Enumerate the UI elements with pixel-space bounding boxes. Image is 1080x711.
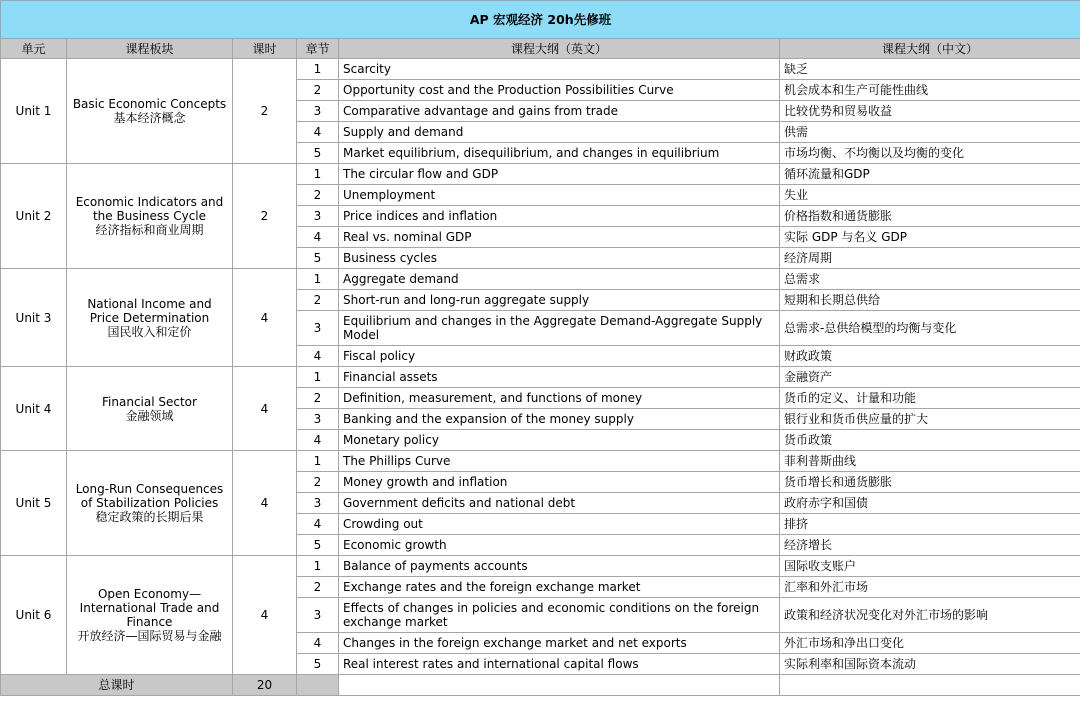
category-zh: 开放经济—国际贸易与金融 xyxy=(77,629,222,643)
outline-zh-cell: 银行业和货币供应量的扩大 xyxy=(780,409,1080,430)
outline-en-cell: Equilibrium and changes in the Aggregate Demand-Aggregate Supply Model xyxy=(339,311,780,346)
outline-zh-cell: 外汇市场和净出口变化 xyxy=(780,633,1080,654)
header-row xyxy=(1,39,1080,59)
header-hours: 课时 xyxy=(233,39,297,59)
outline-en-cell: The circular flow and GDP xyxy=(339,164,780,185)
outline-zh-cell: 财政政策 xyxy=(780,346,1080,367)
chapter-number: 2 xyxy=(297,290,339,311)
chapter-number: 2 xyxy=(297,185,339,206)
chapter-number: 2 xyxy=(297,577,339,598)
chapter-number: 1 xyxy=(297,451,339,472)
outline-en-cell: Business cycles xyxy=(339,248,780,269)
outline-zh-cell: 价格指数和通货膨胀 xyxy=(780,206,1080,227)
outline-en-cell: Balance of payments accounts xyxy=(339,556,780,577)
outline-zh-cell: 比较优势和贸易收益 xyxy=(780,101,1080,122)
table-row xyxy=(1,59,1080,80)
outline-en-cell: Banking and the expansion of the money supply xyxy=(339,409,780,430)
category-cell xyxy=(67,269,233,367)
outline-en-cell: Changes in the foreign exchange market and net exports xyxy=(339,633,780,654)
chapter-number: 5 xyxy=(297,143,339,164)
unit-cell: Unit 3 xyxy=(1,269,67,367)
total-empty-cell xyxy=(339,675,780,696)
total-row xyxy=(1,675,1080,696)
chapter-number: 1 xyxy=(297,164,339,185)
outline-zh-cell: 金融资产 xyxy=(780,367,1080,388)
chapter-number: 5 xyxy=(297,654,339,675)
chapter-number: 4 xyxy=(297,514,339,535)
unit-cell: Unit 2 xyxy=(1,164,67,269)
chapter-number: 4 xyxy=(297,346,339,367)
header-outline-en: 课程大纲（英文） xyxy=(339,39,780,59)
outline-zh-cell: 总需求 xyxy=(780,269,1080,290)
outline-zh-cell: 汇率和外汇市场 xyxy=(780,577,1080,598)
hours-cell: 2 xyxy=(233,59,297,164)
chapter-number: 3 xyxy=(297,493,339,514)
chapter-number: 4 xyxy=(297,227,339,248)
category-en: National Income and Price Determination xyxy=(87,296,212,325)
outline-zh-cell: 国际收支账户 xyxy=(780,556,1080,577)
outline-zh-cell: 循环流量和GDP xyxy=(780,164,1080,185)
chapter-number: 5 xyxy=(297,535,339,556)
table-row xyxy=(1,269,1080,290)
header-category: 课程板块 xyxy=(67,39,233,59)
outline-en-cell: The Phillips Curve xyxy=(339,451,780,472)
unit-cell: Unit 1 xyxy=(1,59,67,164)
outline-zh-cell: 供需 xyxy=(780,122,1080,143)
chapter-number: 1 xyxy=(297,367,339,388)
category-en: Economic Indicators and the Business Cycle xyxy=(75,195,224,223)
outline-en-cell: Crowding out xyxy=(339,514,780,535)
chapter-number: 3 xyxy=(297,206,339,227)
total-empty-cell xyxy=(780,675,1080,696)
category-en: Long-Run Consequences of Stabilization Policies xyxy=(75,482,224,510)
outline-en-cell: Aggregate demand xyxy=(339,269,780,290)
outline-zh-cell: 货币政策 xyxy=(780,430,1080,451)
outline-zh-cell: 菲利普斯曲线 xyxy=(780,451,1080,472)
chapter-number: 4 xyxy=(297,122,339,143)
total-hours: 20 xyxy=(233,675,297,696)
outline-en-cell: Unemployment xyxy=(339,185,780,206)
table-row xyxy=(1,451,1080,472)
outline-zh-cell: 经济周期 xyxy=(780,248,1080,269)
outline-en-cell: Opportunity cost and the Production Possibilities Curve xyxy=(339,80,780,101)
category-cell xyxy=(67,59,233,164)
table-row xyxy=(1,556,1080,577)
category-en: Open Economy—International Trade and Finance xyxy=(79,587,220,629)
outline-en-cell: Government deficits and national debt xyxy=(339,493,780,514)
chapter-number: 1 xyxy=(297,556,339,577)
hours-cell: 2 xyxy=(233,164,297,269)
hours-cell: 4 xyxy=(233,451,297,556)
outline-zh-cell: 政策和经济状况变化对外汇市场的影响 xyxy=(780,598,1080,633)
outline-zh-cell: 实际 GDP 与名义 GDP xyxy=(780,227,1080,248)
category-cell xyxy=(67,164,233,269)
outline-en-cell: Real vs. nominal GDP xyxy=(339,227,780,248)
category-cell xyxy=(67,451,233,556)
outline-zh-cell: 短期和长期总供给 xyxy=(780,290,1080,311)
category-zh: 金融领域 xyxy=(125,408,174,423)
outline-zh-cell: 实际利率和国际资本流动 xyxy=(780,654,1080,675)
chapter-number: 2 xyxy=(297,388,339,409)
outline-en-cell: Real interest rates and international capital flows xyxy=(339,654,780,675)
category-zh: 国民收入和定价 xyxy=(107,324,192,339)
unit-cell: Unit 5 xyxy=(1,451,67,556)
hours-cell: 4 xyxy=(233,556,297,675)
chapter-number: 3 xyxy=(297,311,339,346)
header-unit: 单元 xyxy=(1,39,67,59)
page-title: AP 宏观经济 20h先修班 xyxy=(1,1,1080,39)
category-zh: 经济指标和商业周期 xyxy=(95,223,204,237)
outline-en-cell: Market equilibrium, disequilibrium, and changes in equilibrium xyxy=(339,143,780,164)
total-label: 总课时 xyxy=(1,675,233,696)
outline-en-cell: Scarcity xyxy=(339,59,780,80)
chapter-number: 5 xyxy=(297,248,339,269)
outline-zh-cell: 总需求-总供给模型的均衡与变化 xyxy=(780,311,1080,346)
category-zh: 基本经济概念 xyxy=(113,111,186,125)
outline-en-cell: Fiscal policy xyxy=(339,346,780,367)
category-cell xyxy=(67,367,233,451)
outline-zh-cell: 机会成本和生产可能性曲线 xyxy=(780,80,1080,101)
category-zh: 稳定政策的长期后果 xyxy=(95,510,204,524)
outline-zh-cell: 失业 xyxy=(780,185,1080,206)
header-chapter: 章节 xyxy=(297,39,339,59)
outline-en-cell: Short-run and long-run aggregate supply xyxy=(339,290,780,311)
unit-cell: Unit 6 xyxy=(1,556,67,675)
table-row xyxy=(1,164,1080,185)
chapter-number: 2 xyxy=(297,80,339,101)
table-row xyxy=(1,367,1080,388)
hours-cell: 4 xyxy=(233,269,297,367)
chapter-number: 3 xyxy=(297,598,339,633)
chapter-number: 3 xyxy=(297,101,339,122)
outline-en-cell: Effects of changes in policies and economic conditions on the foreign exchange market xyxy=(339,598,780,633)
total-empty-cell xyxy=(297,675,339,696)
outline-en-cell: Economic growth xyxy=(339,535,780,556)
outline-zh-cell: 排挤 xyxy=(780,514,1080,535)
category-en: Financial Sector xyxy=(102,394,197,409)
header-outline-zh: 课程大纲（中文） xyxy=(780,39,1080,59)
category-cell xyxy=(67,556,233,675)
chapter-number: 2 xyxy=(297,472,339,493)
outline-en-cell: Monetary policy xyxy=(339,430,780,451)
outline-zh-cell: 政府赤字和国债 xyxy=(780,493,1080,514)
outline-en-cell: Comparative advantage and gains from trade xyxy=(339,101,780,122)
outline-zh-cell: 货币增长和通货膨胀 xyxy=(780,472,1080,493)
outline-en-cell: Financial assets xyxy=(339,367,780,388)
unit-cell: Unit 4 xyxy=(1,367,67,451)
chapter-number: 4 xyxy=(297,430,339,451)
outline-en-cell: Definition, measurement, and functions of money xyxy=(339,388,780,409)
hours-cell: 4 xyxy=(233,367,297,451)
outline-en-cell: Money growth and inflation xyxy=(339,472,780,493)
chapter-number: 1 xyxy=(297,59,339,80)
category-en: Basic Economic Concepts xyxy=(72,97,227,111)
outline-zh-cell: 经济增长 xyxy=(780,535,1080,556)
outline-zh-cell: 货币的定义、计量和功能 xyxy=(780,388,1080,409)
outline-en-cell: Supply and demand xyxy=(339,122,780,143)
chapter-number: 1 xyxy=(297,269,339,290)
outline-zh-cell: 市场均衡、不均衡以及均衡的变化 xyxy=(780,143,1080,164)
chapter-number: 4 xyxy=(297,633,339,654)
title-row xyxy=(1,1,1080,39)
outline-en-cell: Exchange rates and the foreign exchange market xyxy=(339,577,780,598)
outline-en-cell: Price indices and inflation xyxy=(339,206,780,227)
chapter-number: 3 xyxy=(297,409,339,430)
outline-zh-cell: 缺乏 xyxy=(780,59,1080,80)
